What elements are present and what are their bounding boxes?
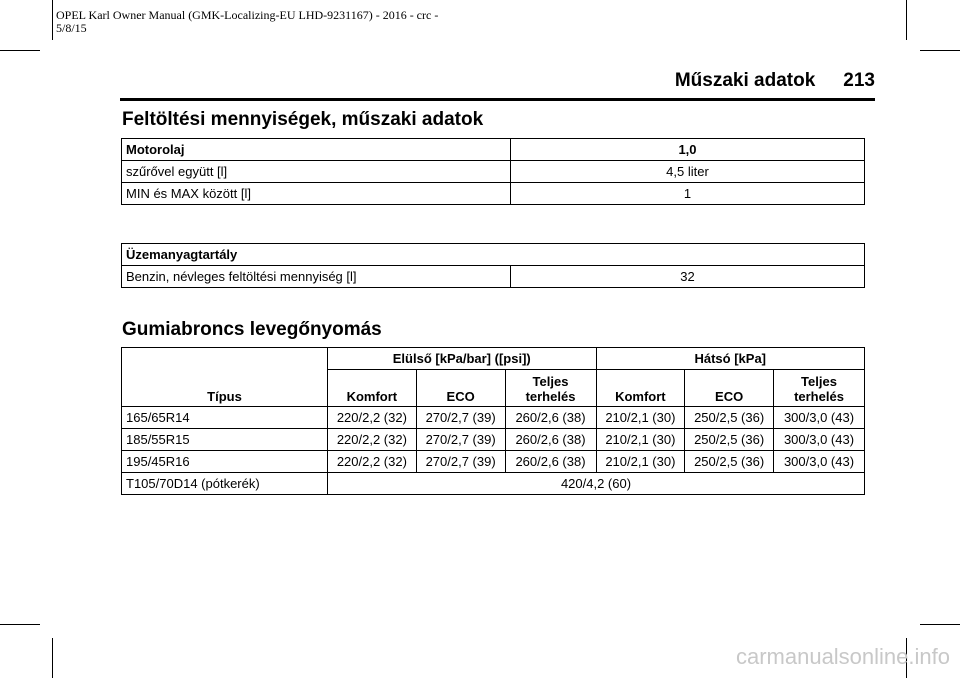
table-cell: 250/2,5 (36) bbox=[685, 407, 774, 429]
table-cell: 165/65R14 bbox=[122, 407, 328, 429]
tyre-pressure-title: Gumiabroncs levegőnyomás bbox=[122, 319, 382, 340]
table-header-cell: Típus bbox=[122, 348, 328, 407]
table-cell: 300/3,0 (43) bbox=[774, 451, 865, 473]
table-header-row bbox=[122, 139, 865, 161]
table-cell: 260/2,6 (38) bbox=[505, 429, 596, 451]
table-cell: Benzin, névleges feltöltési mennyiség [l] bbox=[122, 266, 511, 288]
crop-mark bbox=[52, 0, 53, 40]
table-header-cell: Komfort bbox=[328, 370, 417, 407]
tyre-pressure-table bbox=[121, 347, 865, 495]
section-name: Műszaki adatok bbox=[674, 70, 816, 91]
table-header-cell: Teljes terhelés bbox=[505, 370, 596, 407]
table-cell: T105/70D14 (pótkerék) bbox=[122, 473, 328, 495]
table-cell: MIN és MAX között [l] bbox=[122, 183, 511, 205]
table-row bbox=[122, 266, 865, 288]
crop-mark bbox=[0, 624, 40, 625]
crop-mark bbox=[0, 50, 40, 51]
watermark: carmanualsonline.info bbox=[735, 644, 950, 669]
table-cell: 4,5 liter bbox=[511, 161, 865, 183]
fuel-tank-table bbox=[121, 243, 865, 288]
table-header-cell: Elülső [kPa/bar] ([psi]) bbox=[328, 348, 597, 370]
table-cell: 270/2,7 (39) bbox=[416, 407, 505, 429]
table-cell: 250/2,5 (36) bbox=[685, 451, 774, 473]
table-header-cell: ECO bbox=[416, 370, 505, 407]
print-meta-line: 5/8/15 bbox=[56, 21, 87, 35]
table-row bbox=[122, 451, 865, 473]
page-number: 213 bbox=[843, 70, 875, 91]
table-cell: 210/2,1 (30) bbox=[596, 407, 685, 429]
header-rule bbox=[120, 98, 875, 101]
table-cell: 210/2,1 (30) bbox=[596, 429, 685, 451]
table-cell: Motorolaj bbox=[122, 139, 511, 161]
crop-mark bbox=[52, 638, 53, 678]
table-cell: 220/2,2 (32) bbox=[328, 451, 417, 473]
table-cell: 220/2,2 (32) bbox=[328, 429, 417, 451]
table-row bbox=[122, 429, 865, 451]
table-cell: szűrővel együtt [l] bbox=[122, 161, 511, 183]
table-cell: 250/2,5 (36) bbox=[685, 429, 774, 451]
table-cell: 185/55R15 bbox=[122, 429, 328, 451]
table-header-cell: Hátsó [kPa] bbox=[596, 348, 865, 370]
table-cell: Üzemanyagtartály bbox=[122, 244, 865, 266]
table-cell: 260/2,6 (38) bbox=[505, 451, 596, 473]
table-cell: 32 bbox=[511, 266, 865, 288]
table-cell: 300/3,0 (43) bbox=[774, 429, 865, 451]
crop-mark bbox=[906, 0, 907, 40]
table-row bbox=[122, 473, 865, 495]
table-cell: 270/2,7 (39) bbox=[416, 451, 505, 473]
table-header-row bbox=[122, 244, 865, 266]
engine-oil-table bbox=[121, 138, 865, 205]
table-cell: 260/2,6 (38) bbox=[505, 407, 596, 429]
crop-mark bbox=[920, 50, 960, 51]
table-header-row bbox=[122, 348, 865, 370]
table-cell: 220/2,2 (32) bbox=[328, 407, 417, 429]
table-row bbox=[122, 161, 865, 183]
print-meta bbox=[56, 9, 438, 35]
table-cell: 195/45R16 bbox=[122, 451, 328, 473]
table-header-cell: Teljes terhelés bbox=[774, 370, 865, 407]
crop-mark bbox=[920, 624, 960, 625]
table-row bbox=[122, 183, 865, 205]
fill-quantities-title: Feltöltési mennyiségek, műszaki adatok bbox=[122, 109, 484, 130]
table-cell: 300/3,0 (43) bbox=[774, 407, 865, 429]
page-header bbox=[675, 70, 875, 92]
table-cell: 210/2,1 (30) bbox=[596, 451, 685, 473]
table-header-cell: Komfort bbox=[596, 370, 685, 407]
table-cell: 270/2,7 (39) bbox=[416, 429, 505, 451]
print-meta-line: OPEL Karl Owner Manual (GMK-Localizing-EU LHD-9231167) - 2016 - crc - bbox=[56, 8, 439, 22]
table-cell: 1,0 bbox=[511, 139, 865, 161]
table-cell: 1 bbox=[511, 183, 865, 205]
table-cell: 420/4,2 (60) bbox=[328, 473, 865, 495]
table-row bbox=[122, 407, 865, 429]
table-header-cell: ECO bbox=[685, 370, 774, 407]
